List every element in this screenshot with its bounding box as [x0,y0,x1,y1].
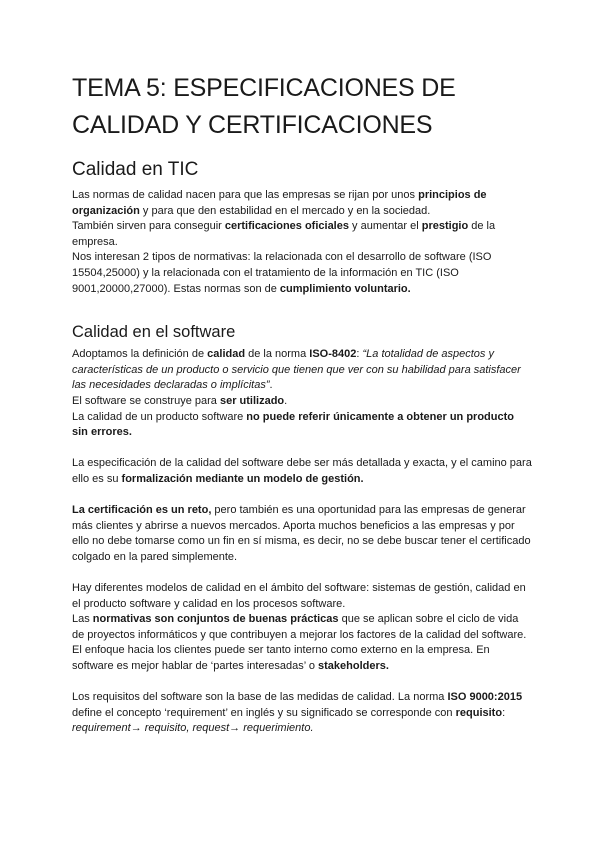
text: pero también es una oportunidad para las empresas de generar más clientes y abrirse a nuevos mercados. Aporta muchos beneficios a las empresas y por ello no debe tomarse como un fin en sí misma, es decir, no se debe buscar tener el certificado colgado en la pared simplemente. [72,504,531,563]
text: Adoptamos la definición de [72,348,208,361]
text: y para que den estabilidad en el mercado y en la sociedad. [139,204,431,217]
bold-text: stakeholders. [318,660,389,673]
text: define el concepto ‘requirement’ en inglés y su significado se corresponde con [72,706,456,719]
text: Nos interesan 2 tipos de normativas: la relacionada con el desarrollo de software (ISO 15504,25000) y la relacionada con el tratamiento de la información en TIC (ISO 9001,20000,27000). Estas normas son de [72,251,492,295]
paragraph [72,188,532,219]
text: El enfoque hacia los clientes puede ser tanto interno como externo en la empresa. En software es mejor hablar de ‘partes interesadas’ o [72,644,490,673]
paragraph [72,219,532,250]
paragraph [72,250,532,297]
text: Hay diferentes modelos de calidad en el ámbito del software: sistemas de gestión, calidad en el producto software y calidad en los procesos software. [72,582,526,610]
paragraph [72,690,532,737]
text: También sirven para conseguir [72,220,225,233]
document-title [72,70,532,144]
section-heading-calidad-software: Calidad en el software [72,323,236,342]
text: La calidad de un producto software [72,410,247,423]
bold-text: formalización mediante un modelo de gestión. [121,472,364,485]
bold-text: normativas son conjuntos de buenas prácticas [92,613,339,626]
text: Las [72,613,93,626]
text: El software se construye para [72,394,220,407]
bold-text: principios de organización [72,189,487,217]
paragraph [72,456,532,487]
section-heading-calidad-tic: Calidad en TIC [72,159,199,180]
title-line-2: CALIDAD Y CERTIFICACIONES [72,111,433,139]
text: . [269,379,273,392]
bold-text: requisito [455,706,503,719]
bold-text: prestigio [421,220,469,233]
bold-text: ser utilizado [219,394,285,407]
paragraph [72,347,532,394]
title-line-1: TEMA 5: ESPECIFICACIONES DE [72,74,456,102]
text: La especificación de la calidad del software debe ser más detallada y exacta, y el camino para ello es su [72,457,532,485]
text: . [284,394,288,407]
text: Los requisitos del software son la base de las medidas de calidad. La norma [72,691,448,704]
document-page [72,70,532,737]
text: que se aplican sobre el ciclo de vida de proyectos informáticos y que contribuyen a mejorar los factores de la calidad del software. [72,613,527,641]
bold-text: La certificación es un reto, [72,504,212,517]
text: : [356,348,363,361]
bold-text: ISO-8402 [309,348,357,361]
text: y aumentar el [348,220,422,233]
paragraph [72,612,532,643]
paragraph [72,581,532,612]
text: Las normas de calidad nacen para que las empresas se rijan por unos [72,189,419,201]
bold-text: no puede referir únicamente a obtener un producto sin errores. [72,410,514,439]
bold-text: calidad [207,348,246,361]
bold-text: cumplimiento voluntario. [279,282,411,295]
paragraph [72,643,532,674]
paragraph [72,394,532,410]
paragraph [72,410,532,441]
text: de la empresa. [72,220,496,248]
text: de la norma [245,348,310,361]
bold-text: ISO 9000:2015 [447,691,523,704]
italic-quote: “La totalidad de aspectos y características de un producto o servicio que tienen que ver con su habilidad para satisfacer las necesidades declaradas o implícitas” [72,348,521,392]
text: : [502,706,506,719]
paragraph [72,503,532,565]
bold-text: certificaciones oficiales [224,220,349,233]
italic-text: requirement→ requisito, request→ requerimiento. [72,722,314,735]
